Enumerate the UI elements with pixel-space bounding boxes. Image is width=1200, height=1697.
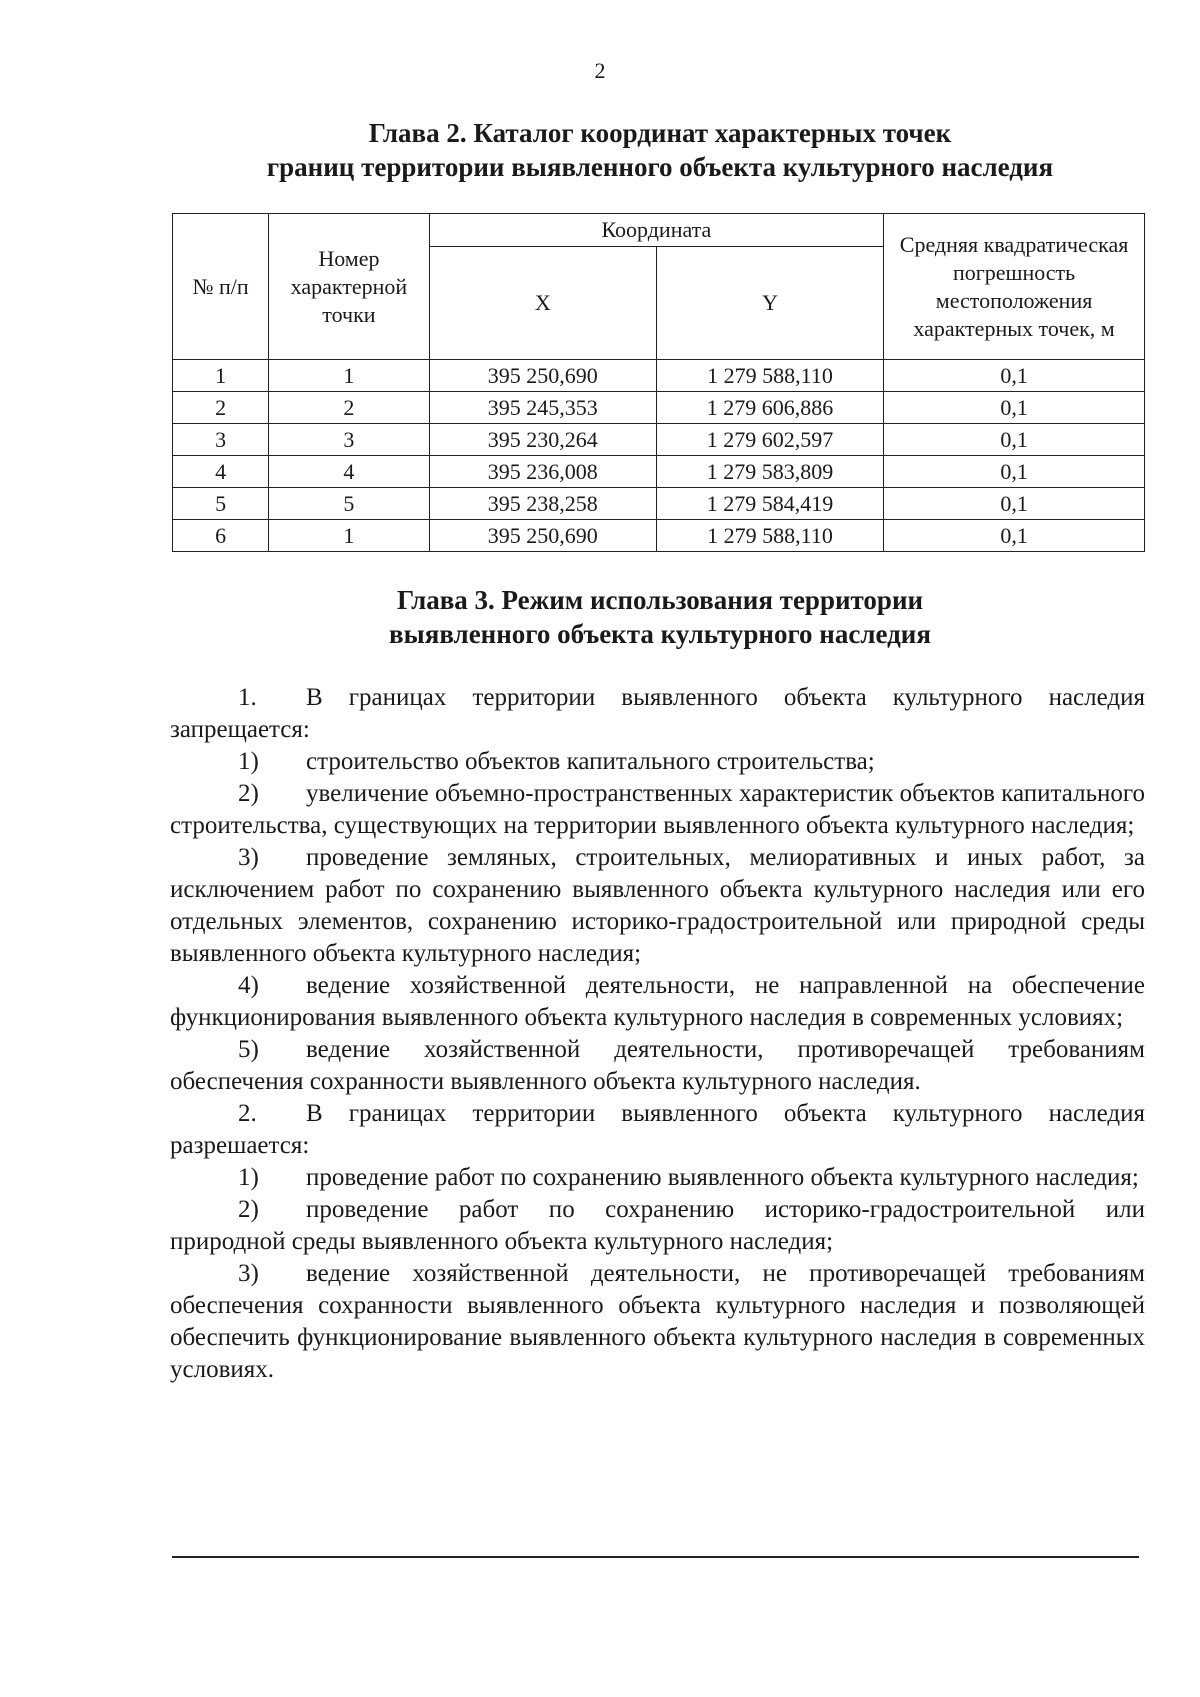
header-num: № п/п bbox=[173, 214, 269, 360]
paragraph-text: проведение работ по сохранению историко-градостроительной или природной среды выявленного объекта культурного наследия; bbox=[170, 1196, 1145, 1255]
cell-num: 4 bbox=[173, 456, 269, 488]
paragraph bbox=[170, 778, 1145, 842]
paragraph-text: проведение земляных, строительных, мелиоративных и иных работ, за исключением работ по сохранению выявленного объекта культурного наследия или его отдельных элементов, сохранению историко-градостроительной или природной среды выявленного объекта культурного наследия; bbox=[170, 844, 1145, 967]
paragraph-text: В границах территории выявленного объекта культурного наследия разрешается: bbox=[170, 1100, 1145, 1159]
paragraph-number: 1) bbox=[238, 748, 259, 775]
paragraph-text: ведение хозяйственной деятельности, противоречащей требованиям обеспечения сохранности выявленного объекта культурного наследия. bbox=[170, 1036, 1145, 1095]
table-row bbox=[173, 424, 1145, 456]
header-point: Номер характерной точки bbox=[269, 214, 430, 360]
chapter-3-title-line-2: выявленного объекта культурного наследия bbox=[389, 619, 931, 649]
chapter-3-title bbox=[170, 583, 1150, 651]
paragraph bbox=[170, 970, 1145, 1034]
header-x: X bbox=[429, 247, 656, 360]
cell-num: 6 bbox=[173, 520, 269, 552]
cell-y: 1 279 583,809 bbox=[656, 456, 883, 488]
cell-y: 1 279 606,886 bbox=[656, 392, 883, 424]
cell-point: 1 bbox=[269, 360, 430, 392]
paragraph bbox=[170, 1034, 1145, 1098]
cell-y: 1 279 602,597 bbox=[656, 424, 883, 456]
cell-y: 1 279 588,110 bbox=[656, 520, 883, 552]
cell-num: 3 bbox=[173, 424, 269, 456]
paragraph bbox=[170, 682, 1145, 746]
table-row bbox=[173, 456, 1145, 488]
cell-x: 395 250,690 bbox=[429, 360, 656, 392]
cell-error: 0,1 bbox=[884, 488, 1145, 520]
table-row bbox=[173, 360, 1145, 392]
paragraph-text: увеличение объемно-пространственных характеристик объектов капитального строительства, существующих на территории выявленного объекта культурного наследия; bbox=[170, 780, 1145, 839]
paragraph bbox=[170, 1098, 1145, 1162]
cell-point: 2 bbox=[269, 392, 430, 424]
paragraph-text: В границах территории выявленного объекта культурного наследия запрещается: bbox=[170, 684, 1145, 743]
cell-error: 0,1 bbox=[884, 456, 1145, 488]
paragraph-text: ведение хозяйственной деятельности, не противоречащей требованиям обеспечения сохранности выявленного объекта культурного наследия и позволяющей обеспечить функционирование выявленного объекта культурного наследия в современных условиях. bbox=[170, 1260, 1145, 1383]
cell-y: 1 279 588,110 bbox=[656, 360, 883, 392]
cell-error: 0,1 bbox=[884, 360, 1145, 392]
paragraph-number: 5) bbox=[238, 1036, 259, 1063]
chapter-2-title bbox=[170, 116, 1150, 184]
chapter-2-title-line-2: границ территории выявленного объекта культурного наследия bbox=[266, 152, 1054, 182]
header-y: Y bbox=[656, 247, 883, 360]
paragraph bbox=[170, 746, 1145, 778]
cell-num: 1 bbox=[173, 360, 269, 392]
table-row bbox=[173, 520, 1145, 552]
paragraph-text: проведение работ по сохранению выявленного объекта культурного наследия; bbox=[306, 1164, 1139, 1191]
paragraph-number: 2) bbox=[238, 780, 259, 807]
paragraph-number: 3) bbox=[238, 844, 259, 871]
paragraph-text: ведение хозяйственной деятельности, не направленной на обеспечение функционирования выявленного объекта культурного наследия в современных условиях; bbox=[170, 972, 1145, 1031]
paragraph-number: 2. bbox=[238, 1100, 257, 1127]
paragraph-number: 4) bbox=[238, 972, 259, 999]
table-row bbox=[173, 392, 1145, 424]
paragraph-number: 1) bbox=[238, 1164, 259, 1191]
page-number: 2 bbox=[594, 58, 606, 83]
cell-point: 3 bbox=[269, 424, 430, 456]
cell-error: 0,1 bbox=[884, 392, 1145, 424]
paragraph-text: строительство объектов капитального строительства; bbox=[306, 748, 875, 775]
paragraph bbox=[170, 1258, 1145, 1386]
chapter-3-body bbox=[170, 682, 1145, 1386]
header-error: Средняя квадратическая погрешность местоположения характерных точек, м bbox=[884, 214, 1145, 360]
cell-point: 5 bbox=[269, 488, 430, 520]
cell-num: 5 bbox=[173, 488, 269, 520]
cell-error: 0,1 bbox=[884, 424, 1145, 456]
cell-y: 1 279 584,419 bbox=[656, 488, 883, 520]
cell-error: 0,1 bbox=[884, 520, 1145, 552]
cell-x: 395 236,008 bbox=[429, 456, 656, 488]
cell-num: 2 bbox=[173, 392, 269, 424]
table-row bbox=[173, 488, 1145, 520]
paragraph-number: 3) bbox=[238, 1260, 259, 1287]
paragraph-number: 2) bbox=[238, 1196, 259, 1223]
cell-x: 395 245,353 bbox=[429, 392, 656, 424]
paragraph bbox=[170, 1162, 1145, 1194]
cell-point: 4 bbox=[269, 456, 430, 488]
cell-x: 395 230,264 bbox=[429, 424, 656, 456]
cell-x: 395 238,258 bbox=[429, 488, 656, 520]
cell-x: 395 250,690 bbox=[429, 520, 656, 552]
chapter-2-title-line-1: Глава 2. Каталог координат характерных точек bbox=[368, 118, 952, 148]
paragraph bbox=[170, 1194, 1145, 1258]
chapter-3-title-line-1: Глава 3. Режим использования территории bbox=[396, 585, 924, 615]
footer-rule bbox=[172, 1556, 1139, 1558]
paragraph-number: 1. bbox=[238, 684, 257, 711]
coordinates-table bbox=[172, 213, 1145, 552]
header-coordinate: Координата bbox=[429, 214, 883, 247]
paragraph bbox=[170, 842, 1145, 970]
cell-point: 1 bbox=[269, 520, 430, 552]
